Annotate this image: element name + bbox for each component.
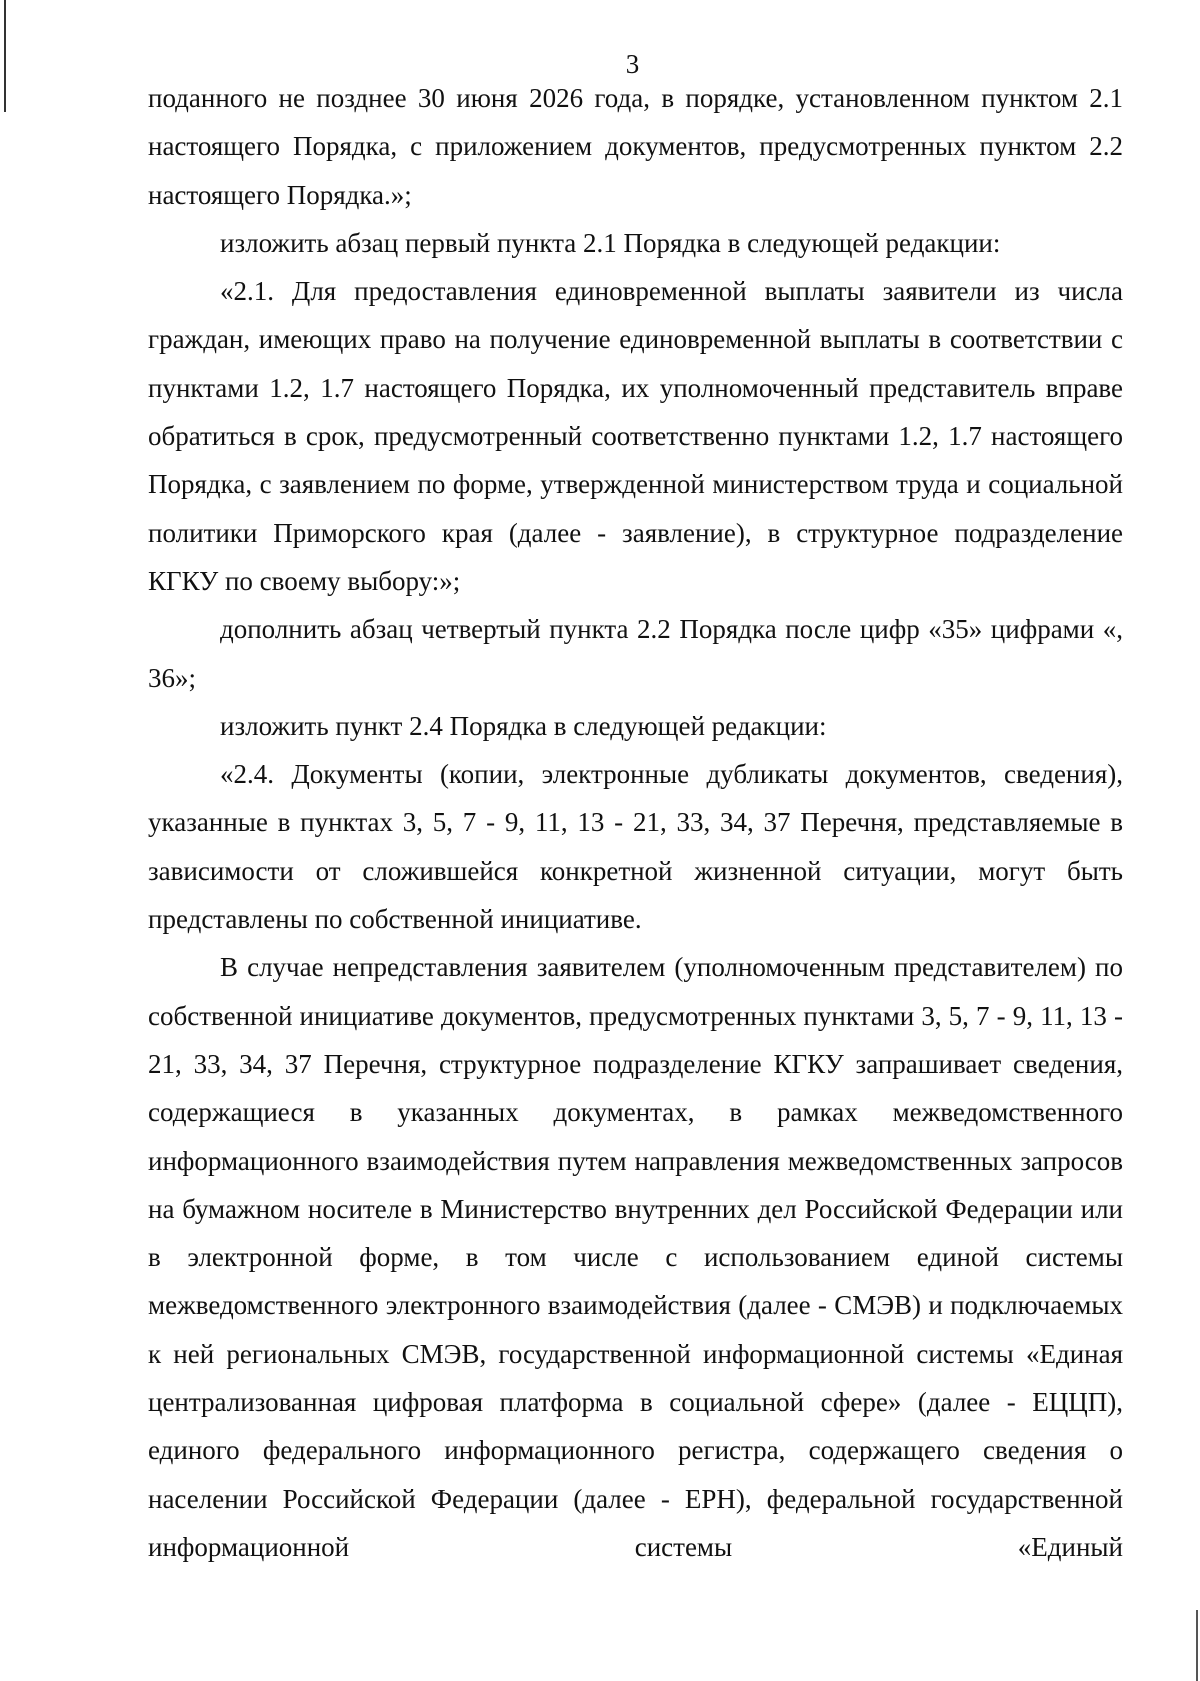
document-body <box>148 74 1123 1571</box>
paragraph-4: дополнить абзац четвертый пункта 2.2 Порядка после цифр «35» цифрами «, 36»; <box>148 614 1123 693</box>
paragraph-2: изложить абзац первый пункта 2.1 Порядка в следующей редакции: <box>220 227 1001 258</box>
paragraph-3: «2.1. Для предоставления единовременной выплаты заявители из числа граждан, имеющих право на получение единовременной выплаты в соответствии с пунктами 1.2, 1.7 настоящего Порядка, их уполномоченный представитель вправе обратиться в срок, предусмотренный соответственно пунктами 1.2, 1.7 настоящего Порядка, с заявлением по форме, утвержденной министерством труда и социальной политики Приморского края (далее - заявление), в структурное подразделение КГКУ по своему выбору:»; <box>148 276 1123 596</box>
paragraph-1: поданного не позднее 30 июня 2026 года, в порядке, установленном пунктом 2.1 настоящего Порядка, с приложением документов, предусмотренных пунктом 2.2 настоящего Порядка.»; <box>148 83 1123 210</box>
paragraph-5: изложить пункт 2.4 Порядка в следующей редакции: <box>220 710 827 741</box>
paragraph-6: «2.4. Документы (копии, электронные дубликаты документов, сведения), указанные в пунктах 3, 5, 7 - 9, 11, 13 - 21, 33, 34, 37 Перечня, представляемые в зависимости от сложившейся конкретной жизненной ситуации, могут быть представлены по собственной инициативе. <box>148 759 1123 935</box>
paragraph-7: В случае непредставления заявителем (уполномоченным представителем) по собственной инициативе документов, предусмотренных пунктами 3, 5, 7 - 9, 11, 13 - 21, 33, 34, 37 Перечня, структурное подразделение КГКУ запрашивает сведения, содержащиеся в указанных документах, в рамках межведомственного информационного взаимодействия путем направления межведомственных запросов на бумажном носителе в Министерство внутренних дел Российской Федерации или в электронной форме, в том числе с использованием единой системы межведомственного электронного взаимодействия (далее - СМЭВ) и подключаемых к ней региональных СМЭВ, государственной информационной системы «Единая централизованная цифровая платформа в социальной сфере» (далее - ЕЦЦП), единого федерального информационного регистра, содержащего сведения о населении Российской Федерации (далее - ЕРН), федеральной государственной информационной системы «Единый <box>148 952 1123 1562</box>
page-number: 3 <box>625 49 640 79</box>
scan-edge-right <box>1196 1610 1198 1681</box>
